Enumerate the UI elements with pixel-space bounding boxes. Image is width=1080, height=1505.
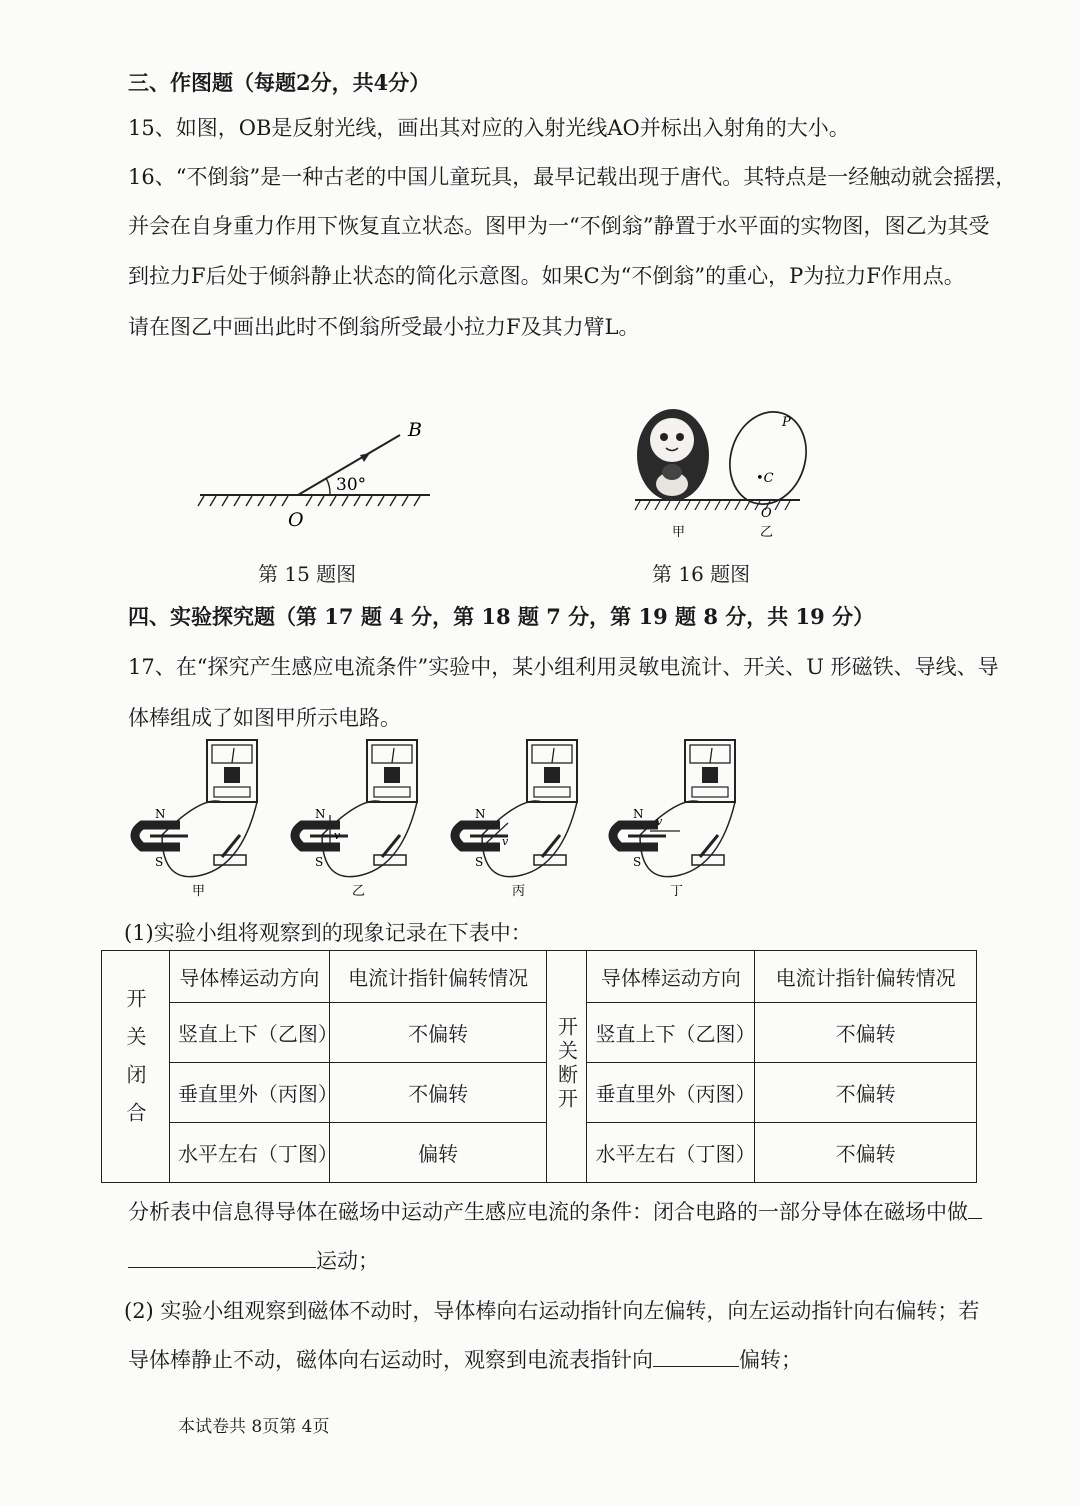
apparatus-panel-2	[295, 740, 417, 899]
magnet-n-label: N	[315, 807, 326, 821]
label-o: O	[288, 509, 304, 531]
q17-part2-line1: (2) 实验小组观察到磁体不动时，导体棒向右运动指针向左偏转，向左运动指针向右偏转；若	[124, 1299, 980, 1323]
answer-blank-motion[interactable]	[128, 1267, 316, 1268]
analysis-line2	[128, 1245, 379, 1275]
label-b: B	[408, 419, 422, 441]
page-footer: 本试卷共 8页第 4页	[178, 1417, 330, 1437]
table-cell-dir-closed-3: 水平左右（丁图）	[169, 1123, 329, 1183]
q16-line1: 16、“不倒翁”是一种古老的中国儿童玩具，最早记载出现于唐代。其特点是一经触动就会摇摆，	[128, 165, 1017, 189]
svg-text:v: v	[502, 835, 509, 848]
table-cell-dir-closed-1: 竖直上下（乙图）	[169, 1003, 329, 1063]
switch	[214, 855, 246, 865]
figure-16-tumbler-diagram	[630, 400, 810, 545]
switch	[692, 855, 724, 865]
analysis-text: 分析表中信息得导体在磁场中运动产生感应电流的条件：闭合电路的一部分导体在磁场中做	[128, 1200, 968, 1224]
header-motion-direction-closed: 导体棒运动方向	[169, 951, 329, 1003]
magnet-n-label: N	[155, 807, 166, 821]
part2-tail: 偏转；	[739, 1348, 802, 1372]
magnet-s-label: S	[155, 855, 164, 869]
figure-16-caption: 第 16 题图	[652, 562, 751, 586]
table-cell-dir-open-3: 水平左右（丁图）	[587, 1123, 755, 1183]
header-deflection-closed: 电流计指针偏转情况	[329, 951, 547, 1003]
magnet-n-label: N	[475, 807, 486, 821]
q17-line1: 17、在“探究产生感应电流条件”实验中，某小组利用灵敏电流计、开关、U 形磁铁、导线、导	[128, 655, 999, 679]
q16-line3: 到拉力F后处于倾斜静止状态的简化示意图。如果C为“不倒翁”的重心，P为拉力F作用点。	[128, 264, 965, 288]
table-cell-res-closed-2: 不偏转	[329, 1063, 547, 1123]
switch-closed-label: 开关闭合	[102, 951, 170, 1183]
q15-text: 15、如图，OB是反射光线，画出其对应的入射光线AO并标出入射角的大小。	[128, 116, 850, 140]
magnet-s-label: S	[315, 855, 324, 869]
observation-table	[101, 950, 977, 1183]
switch-open-label: 开关断开	[547, 951, 587, 1183]
magnet-s-label: S	[633, 855, 642, 869]
apparatus-panel-3	[455, 740, 577, 899]
svg-text:v: v	[656, 815, 663, 828]
apparatus-panel-4	[613, 740, 735, 899]
subfigure-yi-label: 乙	[760, 525, 774, 540]
table-cell-res-open-3: 不偏转	[755, 1123, 977, 1183]
table-cell-dir-open-1: 竖直上下（乙图）	[587, 1003, 755, 1063]
magnet-s-label: S	[475, 855, 484, 869]
table-cell-res-open-2: 不偏转	[755, 1063, 977, 1123]
table-cell-res-closed-1: 不偏转	[329, 1003, 547, 1063]
analysis-tail: 运动；	[316, 1249, 379, 1273]
section3-heading: 三、作图题（每题2分，共4分）	[128, 70, 431, 95]
switch	[374, 855, 406, 865]
q16-line2: 并会在自身重力作用下恢复直立状态。图甲为一“不倒翁”静置于水平面的实物图，图乙为其受	[128, 214, 990, 238]
table-cell-dir-closed-2: 垂直里外（丙图）	[169, 1063, 329, 1123]
label-c: •C	[756, 471, 774, 486]
answer-blank-direction[interactable]	[653, 1366, 739, 1367]
section4-heading: 四、实验探究题（第 17 题 4 分，第 18 题 7 分，第 19 题 8 分，共 19 分）	[128, 604, 875, 629]
q17-line2: 体棒组成了如图甲所示电路。	[128, 706, 401, 730]
switch	[534, 855, 566, 865]
q16-line4: 请在图乙中画出此时不倒翁所受最小拉力F及其力臂L。	[128, 315, 640, 339]
panel-label: 乙	[352, 884, 366, 899]
panel-label: 丙	[512, 884, 526, 899]
svg-text:v: v	[334, 829, 341, 842]
magnet-n-label: N	[633, 807, 644, 821]
figure-15-reflection-diagram	[190, 410, 450, 540]
answer-blank-inline[interactable]	[968, 1218, 982, 1219]
header-deflection-open: 电流计指针偏转情况	[755, 951, 977, 1003]
label-o-16: O	[761, 506, 772, 521]
header-motion-direction-open: 导体棒运动方向	[587, 951, 755, 1003]
label-p: P	[782, 415, 791, 430]
apparatus-panel-1	[135, 740, 257, 899]
angle-label: 30°	[336, 475, 367, 495]
subfigure-jia-label: 甲	[672, 525, 686, 540]
table-cell-dir-open-2: 垂直里外（丙图）	[587, 1063, 755, 1123]
table-cell-res-open-1: 不偏转	[755, 1003, 977, 1063]
table-cell-res-closed-3: 偏转	[329, 1123, 547, 1183]
q17-part2-line2	[128, 1344, 802, 1374]
panel-label: 甲	[192, 884, 206, 899]
q17-apparatus-figures	[122, 735, 982, 905]
part2-head: 导体棒静止不动，磁体向右运动时，观察到电流表指针向	[128, 1348, 653, 1372]
analysis-line1	[128, 1196, 982, 1226]
tumbler-toy-image	[637, 409, 709, 501]
q17-part1-intro: (1)实验小组将观察到的现象记录在下表中：	[124, 921, 532, 945]
panel-label: 丁	[670, 884, 684, 899]
figure-15-caption: 第 15 题图	[258, 562, 357, 586]
